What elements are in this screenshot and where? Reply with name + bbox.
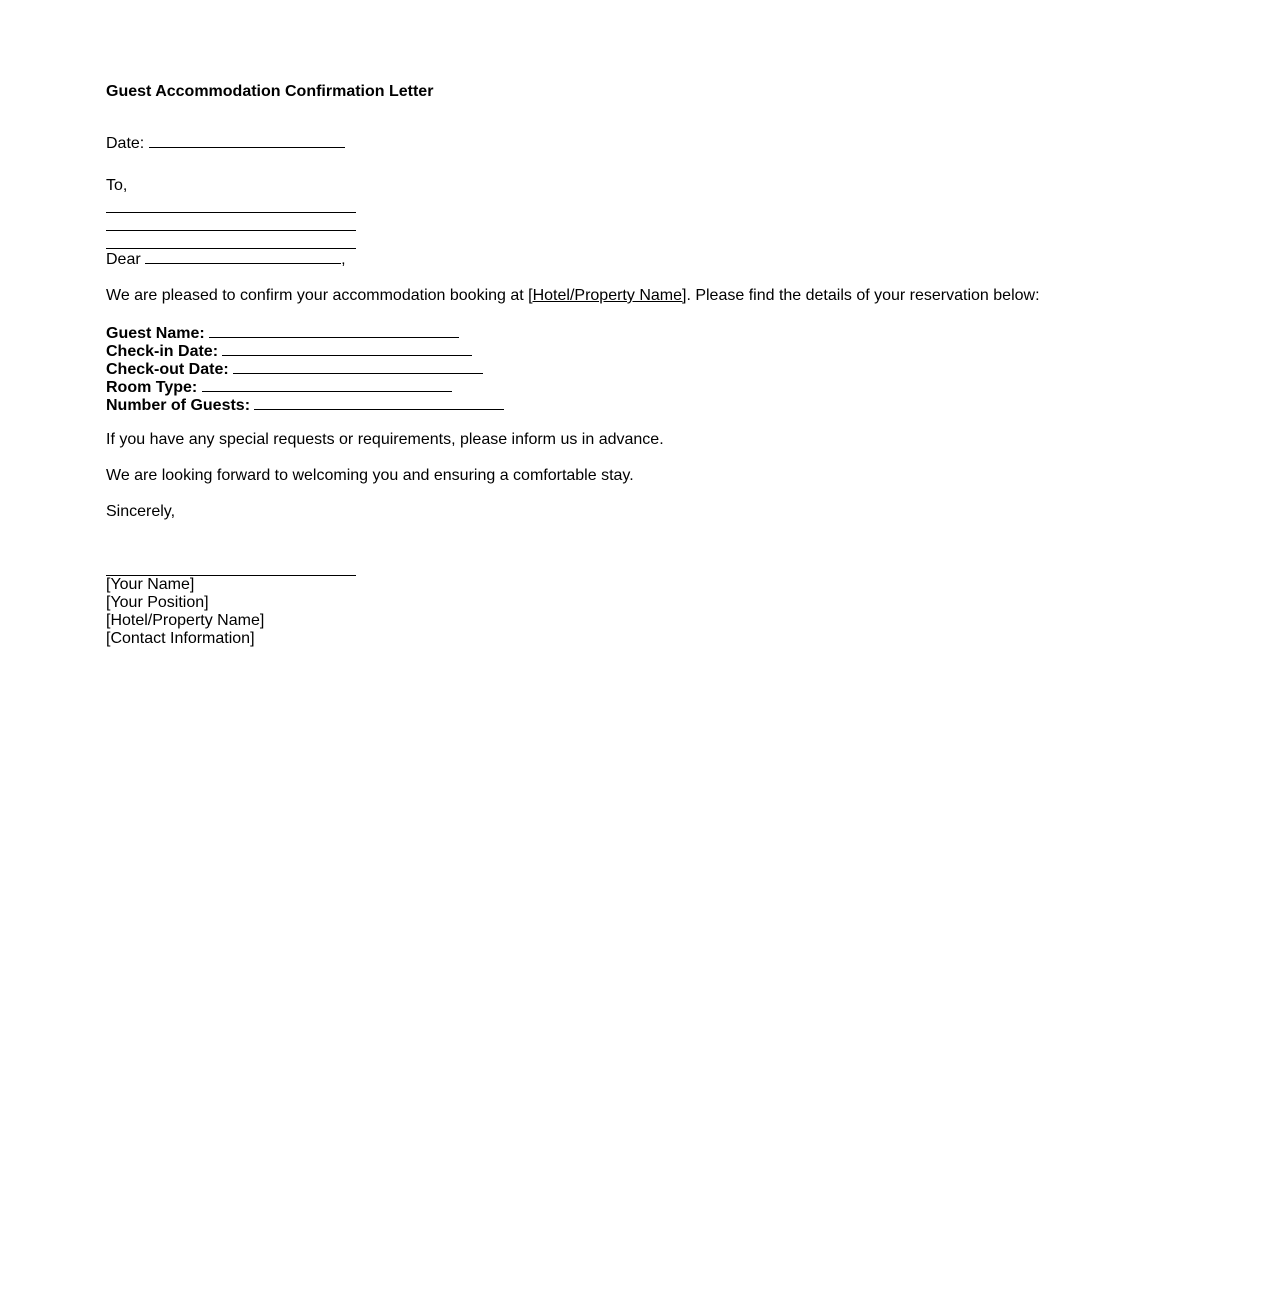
detail-row-check-out <box>106 359 1278 377</box>
room-type-blank <box>202 377 452 392</box>
signer-property: [Hotel/Property Name] <box>106 612 265 629</box>
salutation <box>106 249 1278 269</box>
guest-name-label: Guest Name: <box>106 325 205 342</box>
signer-position: [Your Position] <box>106 594 209 611</box>
to-label: To, <box>106 177 128 194</box>
signer-name: [Your Name] <box>106 576 195 593</box>
signature-block <box>106 575 1278 648</box>
check-in-label: Check-in Date: <box>106 343 219 360</box>
room-type-label: Room Type: <box>106 379 198 396</box>
recipient-line-3 <box>106 232 356 249</box>
check-out-blank <box>233 359 483 374</box>
recipient-line-1 <box>106 196 356 213</box>
check-in-blank <box>222 341 472 356</box>
detail-row-guest-name <box>106 323 1278 341</box>
check-out-label: Check-out Date: <box>106 361 229 378</box>
recipient-line-2 <box>106 214 356 231</box>
closing: Sincerely, <box>106 503 176 520</box>
number-of-guests-label: Number of Guests: <box>106 397 251 414</box>
signer-contact: [Contact Information] <box>106 630 255 647</box>
recipient-block <box>106 177 1278 249</box>
detail-row-room-type <box>106 377 1278 395</box>
property-name-placeholder: [Hotel/Property Name] <box>528 287 687 304</box>
signature-space <box>106 521 1278 575</box>
letter-page <box>0 0 1278 648</box>
reservation-details <box>106 323 1278 413</box>
dear-suffix: , <box>341 251 346 268</box>
letter-title: Guest Accommodation Confirmation Letter <box>106 83 434 100</box>
number-of-guests-blank <box>254 395 504 410</box>
intro-paragraph <box>106 287 1278 305</box>
looking-forward-paragraph: We are looking forward to welcoming you and ensuring a comfortable stay. <box>106 467 634 484</box>
special-requests-paragraph: If you have any special requests or requirements, please inform us in advance. <box>106 431 664 448</box>
intro-text-before: We are pleased to confirm your accommodation booking at <box>106 287 529 304</box>
detail-row-check-in <box>106 341 1278 359</box>
intro-text-after: . Please find the details of your reservation below: <box>686 287 1040 304</box>
date-line <box>106 133 1278 153</box>
guest-name-blank <box>209 323 459 338</box>
dear-label: Dear <box>106 251 141 268</box>
date-label: Date: <box>106 135 145 152</box>
date-blank <box>149 133 345 148</box>
dear-blank <box>145 249 341 264</box>
detail-row-guests <box>106 395 1278 413</box>
